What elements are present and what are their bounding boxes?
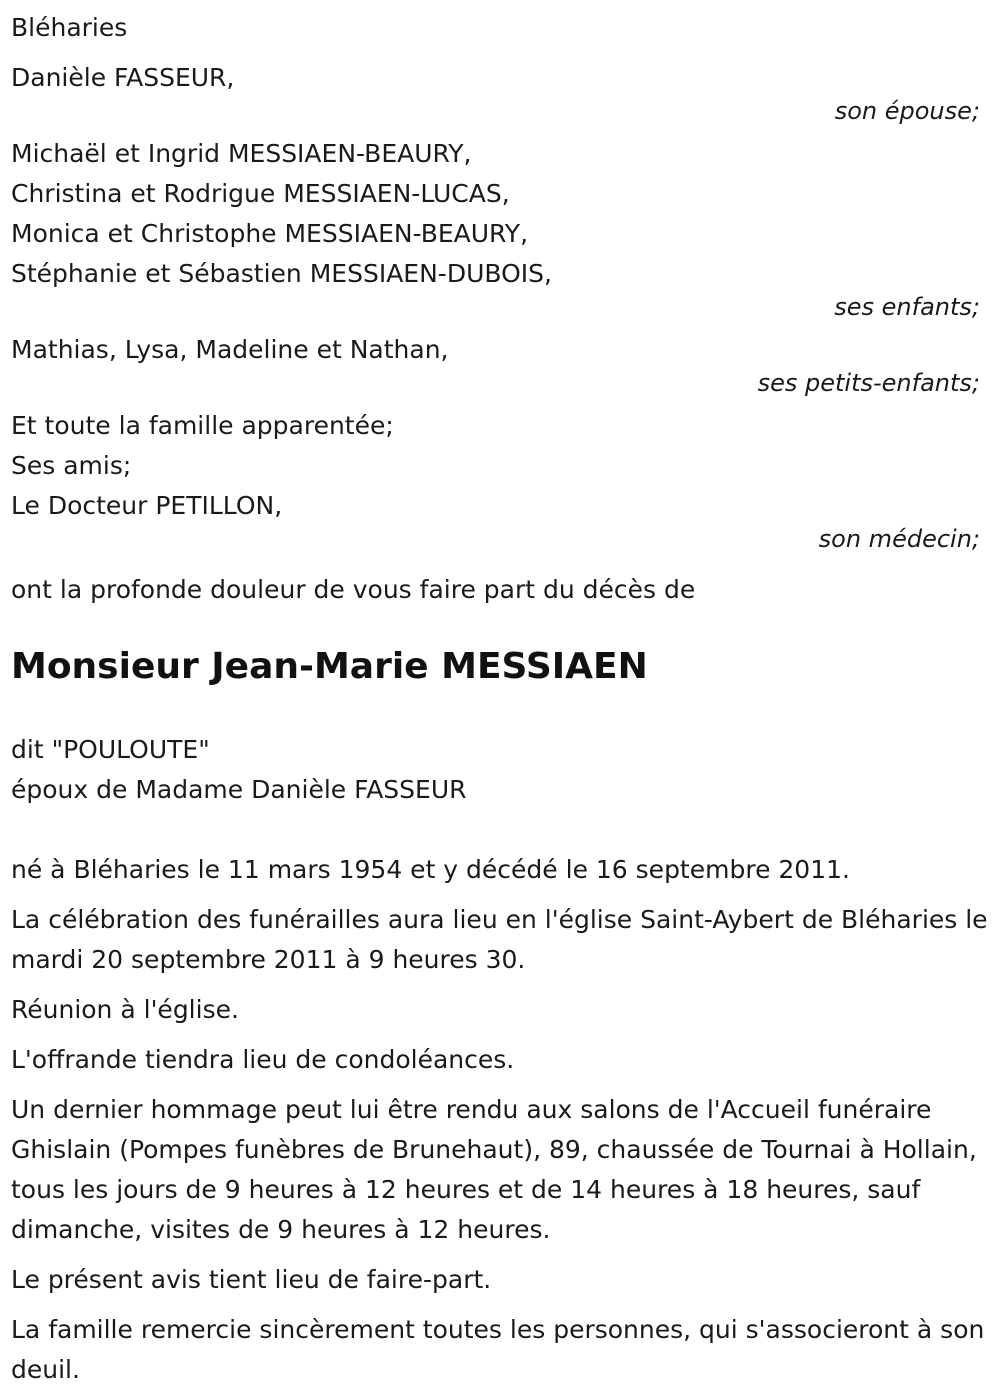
child-name: Michaël et Ingrid MESSIAEN-BEAURY,: [11, 139, 472, 168]
funeral-paragraph: La célébration des funérailles aura lieu en l'église Saint-Aybert de Bléharies le mardi 20 septembre 2011 à 9 heures 30.: [11, 905, 988, 974]
spouse-name: Danièle FASSEUR,: [11, 63, 235, 92]
deceased-nickname: dit "POULOUTE": [11, 735, 210, 764]
meeting-paragraph: Réunion à l'église.: [11, 995, 239, 1024]
grandchildren-names: Mathias, Lysa, Madeline et Nathan,: [11, 335, 449, 364]
deceased-name: Monsieur Jean-Marie MESSIAEN: [11, 646, 648, 687]
child-name: Stéphanie et Sébastien MESSIAEN-DUBOIS,: [11, 259, 552, 288]
friends-line: Ses amis;: [11, 451, 132, 480]
offering-paragraph: L'offrande tiendra lieu de condoléances.: [11, 1045, 515, 1074]
child-name: Christina et Rodrigue MESSIAEN-LUCAS,: [11, 179, 510, 208]
notice-paragraph: Le présent avis tient lieu de faire-part.: [11, 1265, 492, 1294]
deceased-spouse-of: époux de Madame Danièle FASSEUR: [11, 775, 467, 804]
birth-death-paragraph: né à Bléharies le 11 mars 1954 et y décédé le 16 septembre 2011.: [11, 855, 850, 884]
family-line: Et toute la famille apparentée;: [11, 411, 394, 440]
location: Bléharies: [11, 13, 128, 42]
tribute-paragraph: Un dernier hommage peut lui être rendu aux salons de l'Accueil funéraire Ghislain (Pompes funèbres de Brunehaut), 89, chaussée de Tournai à Hollain, tous les jours de 9 heures à 12 heures et de 14 heures à 18 heures, sauf dimanche, visites de 9 heures à 12 heures.: [11, 1095, 977, 1244]
child-name: Monica et Christophe MESSIAEN-BEAURY,: [11, 219, 529, 248]
announcement-text: ont la profonde douleur de vous faire part du décès de: [11, 575, 696, 604]
children-role: ses enfants;: [834, 293, 980, 321]
thanks-paragraph: La famille remercie sincèrement toutes les personnes, qui s'associeront à son deuil.: [11, 1315, 985, 1384]
grandchildren-role: ses petits-enfants;: [757, 369, 980, 397]
doctor-role: son médecin;: [818, 525, 980, 553]
spouse-role: son épouse;: [834, 97, 980, 125]
doctor-line: Le Docteur PETILLON,: [11, 491, 283, 520]
